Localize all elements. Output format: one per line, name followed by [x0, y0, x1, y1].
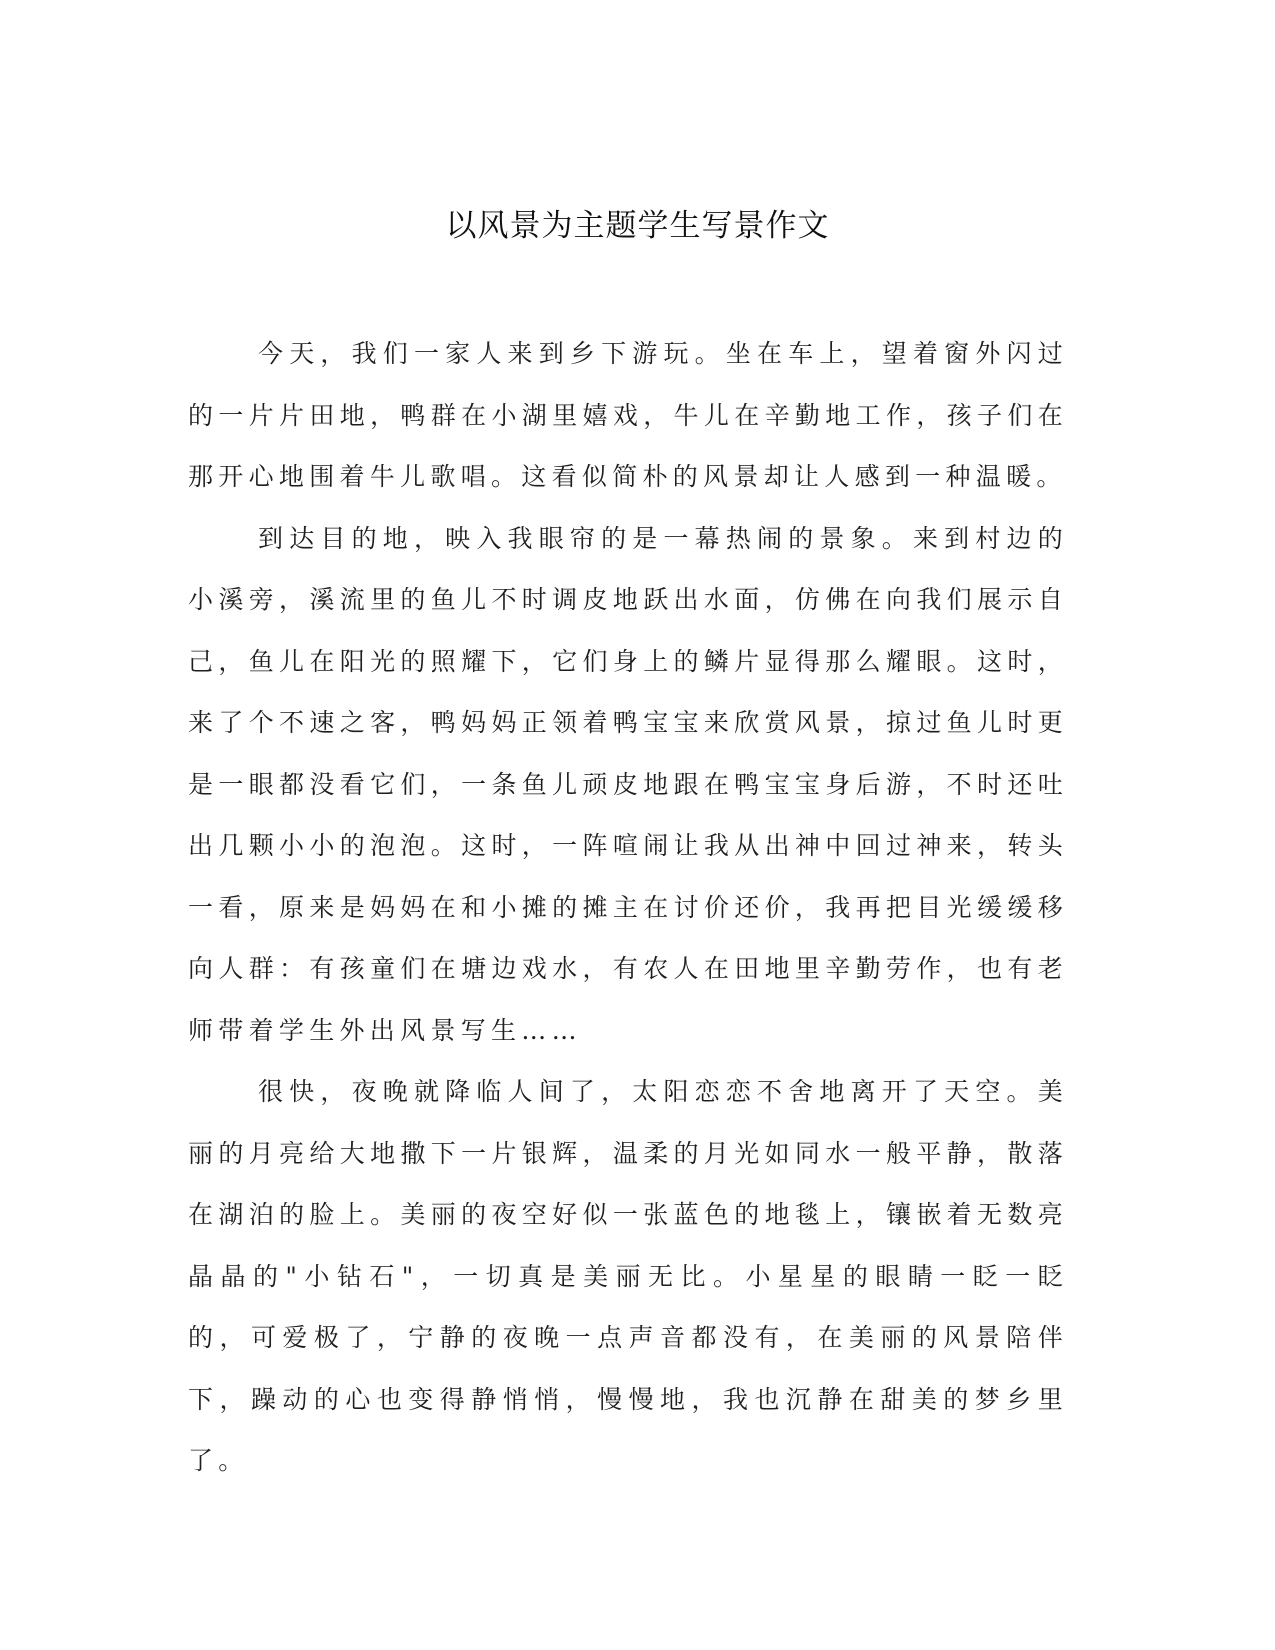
paragraph-1: 今天，我们一家人来到乡下游玩。坐在车上，望着窗外闪过的一片片田地，鸭群在小湖里嬉戏，牛儿在辛勤地工作，孩子们在那开心地围着牛儿歌唱。这看似简朴的风景却让人感到一种温暖。: [188, 339, 1068, 491]
paragraph-2: 到达目的地，映入我眼帘的是一幕热闹的景象。来到村边的小溪旁，溪流里的鱼儿不时调皮地跃出水面，仿佛在向我们展示自己，鱼儿在阳光的照耀下，它们身上的鳞片显得那么耀眼。这时，来了个不速之客，鸭妈妈正领着鸭宝宝来欣赏风景，掠过鱼儿时更是一眼都没看它们，一条鱼儿顽皮地跟在鸭宝宝身后游，不时还吐出几颗小小的泡泡。这时，一阵喧闹让我从出神中回过神来，转头一看，原来是妈妈在和小摊的摊主在讨价还价，我再把目光缓缓移向人群：有孩童们在塘边戏水，有农人在田地里辛勤劳作，也有老师带着学生外出风景写生……: [188, 523, 1068, 1045]
document-title: 以风景为主题学生写景作文: [445, 208, 830, 244]
document-body: [188, 323, 1068, 1492]
paragraph-3: 很快，夜晚就降临人间了，太阳恋恋不舍地离开了天空。美丽的月亮给大地撒下一片银辉，温柔的月光如同水一般平静，散落在湖泊的脸上。美丽的夜空好似一张蓝色的地毯上，镶嵌着无数亮晶晶的"小钻石"，一切真是美丽无比。小星星的眼睛一眨一眨的，可爱极了，宁静的夜晚一点声音都没有，在美丽的风景陪伴下，躁动的心也变得静悄悄，慢慢地，我也沉静在甜美的梦乡里了。: [188, 1077, 1068, 1475]
